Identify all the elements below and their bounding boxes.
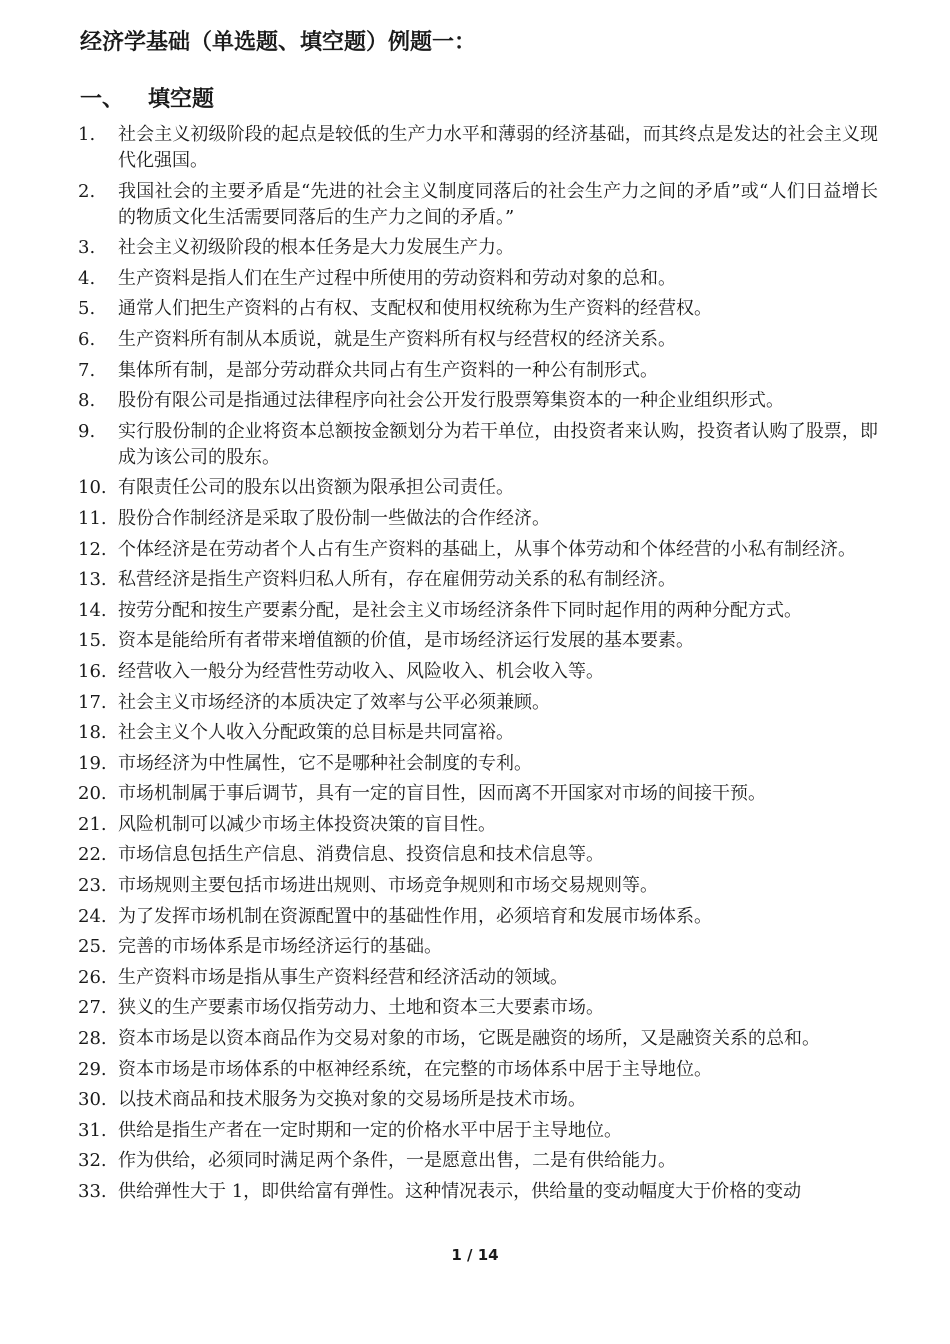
- item-number: 5.: [78, 298, 96, 320]
- item-text: 资本市场是以资本商品作为交易对象的市场，它既是融资的场所，又是融资关系的总和。: [118, 1028, 820, 1050]
- document-title: 经济学基础（单选题、填空题）例题一：: [80, 30, 477, 55]
- item-text: 生产资料市场是指从事生产资料经营和经济活动的领域。: [118, 966, 568, 988]
- item-text: 狭义的生产要素市场仅指劳动力、土地和资本三大要素市场。: [118, 997, 604, 1019]
- list-item: [78, 537, 878, 563]
- list-item: [78, 781, 878, 807]
- item-text: 资本是能给所有者带来增值额的价值，是市场经济运行发展的基本要素。: [118, 630, 694, 652]
- list-item: [78, 567, 878, 593]
- item-number: 12.: [78, 538, 107, 560]
- list-item: [78, 1118, 878, 1144]
- list-item: [78, 266, 878, 292]
- list-item: [78, 873, 878, 899]
- item-text: 市场规则主要包括市场进出规则、市场竞争规则和市场交易规则等。: [118, 875, 658, 897]
- item-number: 4.: [78, 267, 96, 289]
- item-number: 28.: [78, 1028, 107, 1050]
- item-number: 10.: [78, 477, 107, 499]
- item-text: 股份有限公司是指通过法律程序向社会公开发行股票筹集资本的一种企业组织形式。: [118, 390, 784, 412]
- list-item: [78, 122, 878, 174]
- item-number: 7.: [78, 359, 96, 381]
- list-item: [78, 475, 878, 501]
- item-text: 供给弹性大于 1，即供给富有弹性。这种情况表示，供给量的变动幅度大于价格的变动: [118, 1181, 802, 1202]
- section-heading: [80, 84, 214, 116]
- list-item: [78, 506, 878, 532]
- item-number: 18.: [78, 722, 107, 744]
- item-text: 我国社会的主要矛盾是“先进的社会主义制度同落后的社会生产力之间的矛盾”或“人们日益增长的物质文化生活需要同落后的生产力之间的矛盾。”: [118, 180, 878, 228]
- item-text: 供给是指生产者在一定时期和一定的价格水平中居于主导地位。: [118, 1119, 622, 1141]
- item-number: 13.: [78, 569, 107, 591]
- item-number: 27.: [78, 997, 107, 1019]
- item-number: 26.: [78, 966, 107, 988]
- list-item: [78, 235, 878, 261]
- item-number: 1.: [78, 124, 96, 145]
- item-number: 32.: [78, 1150, 107, 1172]
- item-text: 市场经济为中性属性，它不是哪种社会制度的专利。: [118, 752, 532, 774]
- list-item: [78, 296, 878, 322]
- item-number: 24.: [78, 905, 107, 927]
- item-number: 16.: [78, 660, 107, 682]
- item-number: 8.: [78, 390, 96, 412]
- item-number: 30.: [78, 1089, 107, 1111]
- item-number: 17.: [78, 691, 107, 713]
- item-number: 6.: [78, 328, 96, 350]
- item-text: 经营收入一般分为经营性劳动收入、风险收入、机会收入等。: [118, 660, 604, 682]
- item-text: 按劳分配和按生产要素分配，是社会主义市场经济条件下同时起作用的两种分配方式。: [118, 599, 802, 621]
- list-item: [78, 1026, 878, 1052]
- item-text: 完善的市场体系是市场经济运行的基础。: [118, 936, 442, 958]
- list-item: [78, 965, 878, 991]
- list-item: [78, 419, 878, 471]
- list-item: [78, 690, 878, 716]
- item-number: 20.: [78, 783, 107, 805]
- list-item: [78, 1087, 878, 1113]
- list-item: [78, 934, 878, 960]
- item-text: 个体经济是在劳动者个人占有生产资料的基础上，从事个体劳动和个体经营的小私有制经济。: [118, 538, 856, 560]
- item-number: 33.: [78, 1181, 107, 1202]
- list-item: [78, 388, 878, 414]
- list-item: [78, 1148, 878, 1174]
- item-text: 生产资料所有制从本质说，就是生产资料所有权与经营权的经济关系。: [118, 328, 676, 350]
- item-text: 市场机制属于事后调节，具有一定的盲目性，因而离不开国家对市场的间接干预。: [118, 783, 766, 805]
- item-number: 15.: [78, 630, 107, 652]
- item-text: 实行股份制的企业将资本总额按金额划分为若干单位，由投资者来认购，投资者认购了股票，即成为该公司的股东。: [118, 420, 878, 468]
- list-item: [78, 812, 878, 838]
- item-number: 25.: [78, 936, 107, 958]
- item-text: 生产资料是指人们在生产过程中所使用的劳动资料和劳动对象的总和。: [118, 267, 676, 289]
- list-item: [78, 358, 878, 384]
- list-item: [78, 628, 878, 654]
- item-text: 社会主义个人收入分配政策的总目标是共同富裕。: [118, 722, 514, 744]
- item-text: 风险机制可以减少市场主体投资决策的盲目性。: [118, 813, 496, 835]
- list-item: [78, 179, 878, 231]
- section-title: 填空题: [148, 87, 215, 112]
- item-text: 私营经济是指生产资料归私人所有，存在雇佣劳动关系的私有制经济。: [118, 569, 676, 591]
- item-number: 31.: [78, 1119, 107, 1141]
- list-item: [78, 598, 878, 624]
- list-item: [78, 1057, 878, 1083]
- list-item: [78, 1179, 878, 1205]
- item-text: 社会主义初级阶段的根本任务是大力发展生产力。: [118, 237, 514, 259]
- list-item: [78, 659, 878, 685]
- item-number: 21.: [78, 813, 107, 835]
- item-number: 19.: [78, 752, 107, 774]
- item-text: 作为供给，必须同时满足两个条件，一是愿意出售，二是有供给能力。: [118, 1150, 676, 1172]
- item-number: 9.: [78, 420, 96, 442]
- list-item: [78, 751, 878, 777]
- item-text: 以技术商品和技术服务为交换对象的交易场所是技术市场。: [118, 1089, 586, 1111]
- list-item: [78, 720, 878, 746]
- item-text: 市场信息包括生产信息、消费信息、投资信息和技术信息等。: [118, 844, 604, 866]
- item-number: 14.: [78, 599, 107, 621]
- list-item: [78, 904, 878, 930]
- list-item: [78, 995, 878, 1021]
- item-text: 社会主义初级阶段的起点是较低的生产力水平和薄弱的经济基础，而其终点是发达的社会主义现代化强国。: [118, 124, 878, 171]
- item-text: 通常人们把生产资料的占有权、支配权和使用权统称为生产资料的经营权。: [118, 298, 712, 320]
- item-number: 2.: [78, 180, 96, 202]
- page-indicator: 1 / 14: [451, 1246, 499, 1264]
- item-text: 为了发挥市场机制在资源配置中的基础性作用，必须培育和发展市场体系。: [118, 905, 712, 927]
- item-text: 集体所有制，是部分劳动群众共同占有生产资料的一种公有制形式。: [118, 359, 658, 381]
- item-number: 23.: [78, 875, 107, 897]
- list-item: [78, 327, 878, 353]
- section-number: 一、: [80, 87, 125, 112]
- item-number: 29.: [78, 1058, 107, 1080]
- item-text: 社会主义市场经济的本质决定了效率与公平必须兼顾。: [118, 691, 550, 713]
- item-number: 3.: [78, 237, 96, 259]
- item-text: 资本市场是市场体系的中枢神经系统，在完整的市场体系中居于主导地位。: [118, 1058, 712, 1080]
- item-number: 22.: [78, 844, 107, 866]
- list-item: [78, 842, 878, 868]
- fill-in-question-list: [78, 122, 878, 1210]
- item-number: 11.: [78, 507, 107, 529]
- item-text: 有限责任公司的股东以出资额为限承担公司责任。: [118, 477, 514, 499]
- item-text: 股份合作制经济是采取了股份制一些做法的合作经济。: [118, 507, 550, 529]
